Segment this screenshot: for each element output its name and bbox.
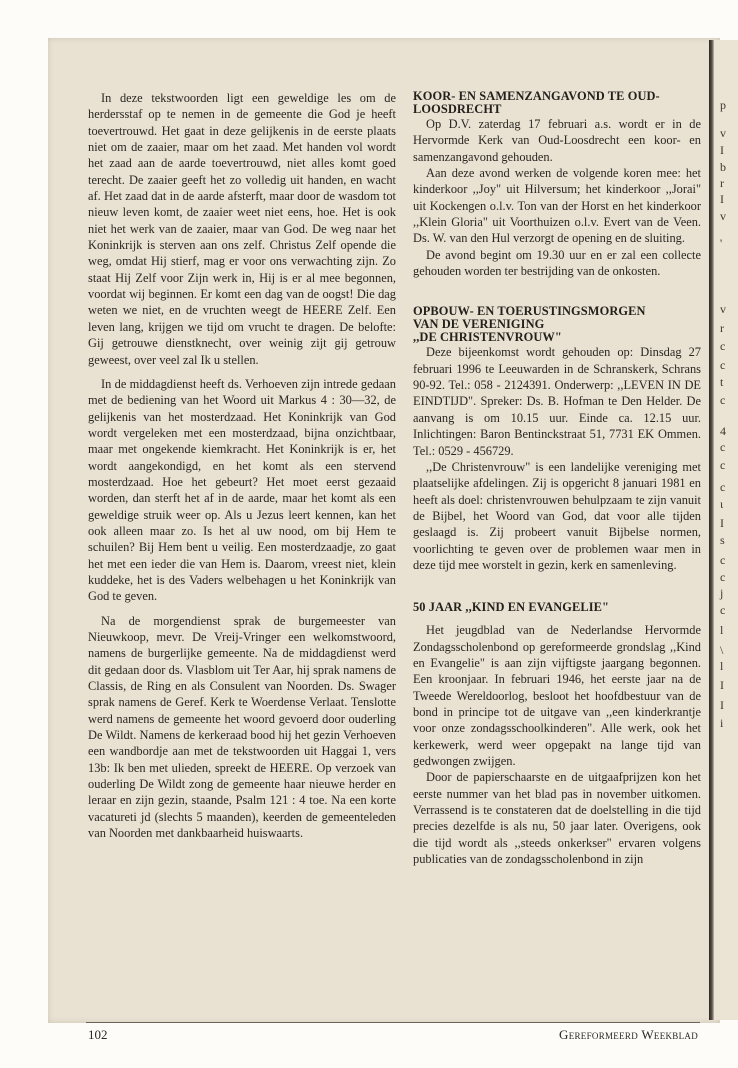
page-number: 102	[88, 1027, 108, 1042]
adjacent-page-letter: c	[720, 458, 726, 472]
footer-rule	[86, 1022, 700, 1023]
adjacent-page-letter: c	[720, 603, 726, 617]
section-heading-opbouw	[413, 305, 701, 344]
adjacent-page-letter: '	[720, 236, 723, 250]
paragraph: Door de papierschaarste en de uitgaafprijzen kon het eerste nummer van het blad pas in november uitkomen. Verrassend is te constateren dat de doelstelling in die tijd precies dezelfde is als nu, 50 jaar later. Overigens, ook die tijd wordt als ,,steeds onkerkser" ervaren volgens publicaties van de zondagsscholenbond in zijn	[413, 770, 701, 867]
adjacent-page-letter: r	[720, 176, 724, 190]
left-column	[88, 90, 396, 841]
paragraph: ,,De Christenvrouw" is een landelijke vereniging met plaatselijke afdelingen. Zij is opgericht 8 januari 1981 en heeft als doel: christenvrouwen behulpzaam te zijn vanuit de Bijbel, het Woord van God, dat voor alle tijden geslaagd is. Zij probeert vanuit Bijbelse normen, voorlichting te geven over de problemen waar men in deze tijd mee worstelt in gezin, kerk en samenleving.	[413, 459, 701, 572]
section-heading-koor: KOOR- EN SAMENZANGAVOND TE OUD-LOOSDRECHT	[413, 89, 660, 116]
adjacent-page-letter: c	[720, 339, 726, 353]
paragraph: Het jeugdblad van de Nederlandse Hervormde Zondagsscholenbond op gereformeerde grondslag ,,Kind en Evangelie" is aan zijn vijftigste jaargang begonnen. Een kroonjaar. In februari 1946, het eerste jaar na de Tweede Wereldoorlog, besloot het hoofdbestuur van de bond in principe tot de uitgave van ,,een kinderkrantje voor onze zondagsschoolkinderen". Alle werk, ook het kerkewerk, werd weer opgepakt na lange tijd van gedwongen zwijgen.	[413, 623, 701, 768]
section-heading-kind-en-evangelie: 50 JAAR ,,KIND EN EVANGELIE"	[413, 600, 610, 615]
adjacent-page-letter: I	[720, 143, 724, 157]
adjacent-page-letter: s	[720, 533, 725, 547]
adjacent-page-letter: c	[720, 480, 726, 494]
heading-line: ,,DE CHRISTENVROUW"	[413, 330, 562, 345]
journal-name: Gereformeerd Weekblad	[559, 1027, 698, 1042]
adjacent-page-letter: c	[720, 393, 726, 407]
adjacent-page-letter: v	[720, 302, 726, 316]
adjacent-page-letter: t	[720, 375, 724, 389]
paragraph: Na de morgendienst sprak de burgemeester van Nieuwkoop, mevr. De Vreij-Vringer een welkomstwoord, namens de burgerlijke gemeente. Na de middagdienst werd dit gedaan door ds. Vlasblom uit Ter Aar, hij sprak namens de Classis, de Ring en als Consulent van Noorden. Ds. Swager sprak namens de Geref. Kerk te Woerdense Verlaat. Tenslotte werd namens de gemeente het woord gevoerd door ouderling De Wildt. Namens de kerkeraad bood hij het gezin Verhoeven een wandbordje aan met de tekstwoorden uit Haggai 1, vers 13b: Ik ben met ulieden, spreekt de HEERE. Op verzoek van ouderling De Wildt zong de gemeente haar nieuwe herder en leraar en zijn gezin, staande, Psalm 121 : 4 toe. Na een korte vacatureti jd (slechts 5 maanden), keerden de gemeenteleden van Noorden met dankbaarheid huiswaarts.	[88, 613, 396, 841]
adjacent-page-letter: I	[720, 516, 724, 530]
adjacent-page-letter: c	[720, 358, 726, 372]
adjacent-page-letter: v	[720, 126, 726, 140]
adjacent-page-letter: ι	[720, 497, 724, 511]
adjacent-page-letter: p	[720, 98, 726, 112]
adjacent-page-letter: j	[720, 586, 724, 600]
adjacent-page-letter: i	[720, 716, 724, 730]
adjacent-page-letter: 4	[720, 424, 726, 438]
adjacent-page-letter: \	[720, 643, 724, 657]
paragraph: In de middagdienst heeft ds. Verhoeven zijn intrede gedaan met de bediening van het Woord uit Markus 4 : 30—32, de gelijkenis van het mosterdzaad. Het Koninkrijk van God wordt vergeleken met een mosterdzaad, bijna onzichtbaar, maar met ongekende kiemkracht. Het Koninkrijk is er, het wordt aangekondigd, en het komt als een stervend mosterdzaad. Hoe het gebeurt? Het moet eerst gezaaid worden, dan sterft het af in de aarde, maar het komt als een geweldige struik weer op. Als u Jezus leert kennen, kan het ook alleen maar zo. Is het al uw nood, om bij Hem te schuilen? Bij Hem bent u veilig. Een mosterdzaadje, zo gaat het met een ieder die van Hem is. Daarom, vreest niet, klein kuddeke, het is des Vaders welbehagen u het Koninkrijk van God te geven.	[88, 376, 396, 604]
adjacent-page-letter: c	[720, 570, 726, 584]
adjacent-page-letter: v	[720, 209, 726, 223]
paragraph: In deze tekstwoorden ligt een geweldige les om de herdersstaf op te nemen in de gemeente die God je heeft toevertrouwd. Het gaat in deze gelijkenis in de eerste plaats niet om de zaaier, maar om het zaad. Met handen vol wordt het zaad aan de aarde toevertrouwd, niet alles komt goed terecht. De zaaier geeft het zo volledig uit handen, en wacht af. Het zaad dat in de aarde afsterft, maar door de wasdom tot nieuw leven komt, de zaaier weet niet eens, hoe. Het is ook niet het werk van de zaaier, maar van God. De weg naar het Koninkrijk is sterven aan ons zelf. Christus Zelf opende die weg, omdat Hij stierf, mag er voor ons verwachting zijn. Zo staat Hij Zelf voor Zijn werk in, Hij is er al mee begonnen, voordat wij beginnen. Er komt een dag van de oogst! Die dag weten we niet, en de vruchten weegt de HEERE Zelf. Een leven lang, krijgen we tijd om vrucht te dragen. De belofte: Gij getrouwe dienstknecht, over weinig zijt gij getrouw geweest, over veel zal Ik u stellen.	[88, 91, 396, 367]
paragraph: Op D.V. zaterdag 17 februari a.s. wordt er in de Hervormde Kerk van Oud-Loosdrecht een koor- en samenzangavond gehouden.	[413, 117, 701, 164]
adjacent-page-edge	[714, 40, 738, 1020]
adjacent-page-letter: I	[720, 698, 724, 712]
adjacent-page-letter: c	[720, 553, 726, 567]
paragraph: Deze bijeenkomst wordt gehouden op: Dinsdag 27 februari 1996 te Leeuwarden in de Schranskerk, Schrans 90-92. Tel.: 058 - 2124391. Onderwerp: ,,LEVEN IN DE EINDTIJD". Spreker: Ds. B. Hofman te Den Helder. De aanvang is om 10.15 uur. Einde ca. 12.15 uur. Inlichtingen: Baron Bentinckstraat 51, 7731 EK Ommen. Tel.: 0529 - 456729.	[413, 345, 701, 458]
paragraph: Aan deze avond werken de volgende koren mee: het kinderkoor ,,Joy" uit Hilversum; het kinderkoor ,,Jorai" uit Kockengen o.l.v. Ton van der Horst en het kinderkoor ,,Klein Gloria" uit Voorthuizen o.l.v. Evert van de Veen. Ds. W. van den Hul verzorgt de opening en de sluiting.	[413, 166, 701, 246]
adjacent-page-letter: I	[720, 192, 724, 206]
paragraph: De avond begint om 19.30 uur en er zal een collecte gehouden worden ter bestrijding van de onkosten.	[413, 247, 701, 279]
right-column	[413, 90, 701, 867]
adjacent-page-letter: l	[720, 623, 724, 637]
heading-line: VAN DE VERENIGING	[413, 317, 545, 332]
heading-line: OPBOUW- EN TOERUSTINGSMORGEN	[413, 304, 646, 319]
adjacent-page-letter: l	[720, 659, 724, 673]
adjacent-page-letter: c	[720, 440, 726, 454]
adjacent-page-letter: r	[720, 321, 724, 335]
adjacent-page-letter: I	[720, 678, 724, 692]
adjacent-page-letter: b	[720, 160, 726, 174]
